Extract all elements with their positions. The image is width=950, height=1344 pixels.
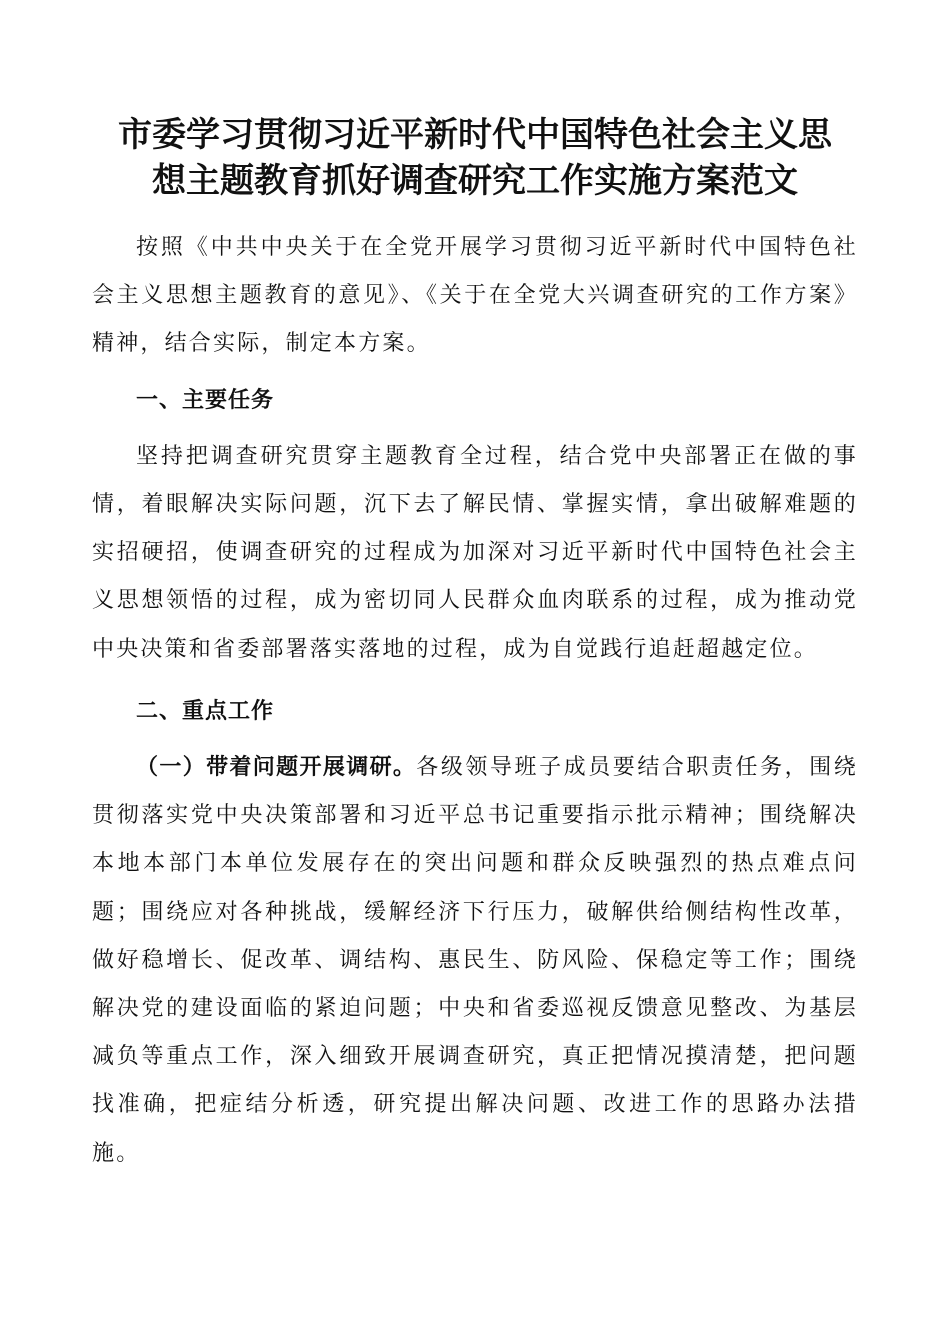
item-1-lead: （一）带着问题开展调研。	[136, 755, 417, 781]
section-heading-key-work: 二、重点工作	[136, 698, 275, 724]
title-line-2: 想主题教育抓好调查研究工作实施方案范文	[152, 161, 798, 201]
main-tasks-paragraph: 坚持把调查研究贯穿主题教育全过程，结合党中央部署正在做的事情，着眼解决实际问题，沉下去了解民情、掌握实情，拿出破解难题的实招硬招，使调查研究的过程成为加深对习近平新时代中国特色社会主义思想领悟的过程，成为密切同人民群众血肉联系的过程，成为推动党中央决策和省委部署落实落地的过程，成为自觉践行追赶超越定位。	[92, 443, 858, 662]
key-work-item-1	[92, 744, 858, 1178]
item-1-body: 各级领导班子成员要结合职责任务，围绕贯彻落实党中央决策部署和习近平总书记重要指示批示精神；围绕解决本地本部门本单位发展存在的突出问题和群众反映强烈的热点难点问题；围绕应对各种挑战，缓解经济下行压力，破解供给侧结构性改革，做好稳增长、促改革、调结构、惠民生、防风险、保稳定等工作；围绕解决党的建设面临的紧迫问题；中央和省委巡视反馈意见整改、为基层减负等重点工作，深入细致开展调查研究，真正把情况摸清楚，把问题找准确，把症结分析透，研究提出解决问题、改进工作的思路办法措施。	[92, 755, 858, 1166]
intro-paragraph: 按照《中共中央关于在全党开展学习贯彻习近平新时代中国特色社会主义思想主题教育的意见》、《关于在全党大兴调查研究的工作方案》精神，结合实际，制定本方案。	[92, 235, 858, 357]
title-line-1: 市委学习贯彻习近平新时代中国特色社会主义思	[118, 115, 832, 155]
document-body	[92, 224, 858, 1178]
document-title	[90, 112, 860, 204]
section-heading-main-tasks: 一、主要任务	[136, 387, 275, 413]
